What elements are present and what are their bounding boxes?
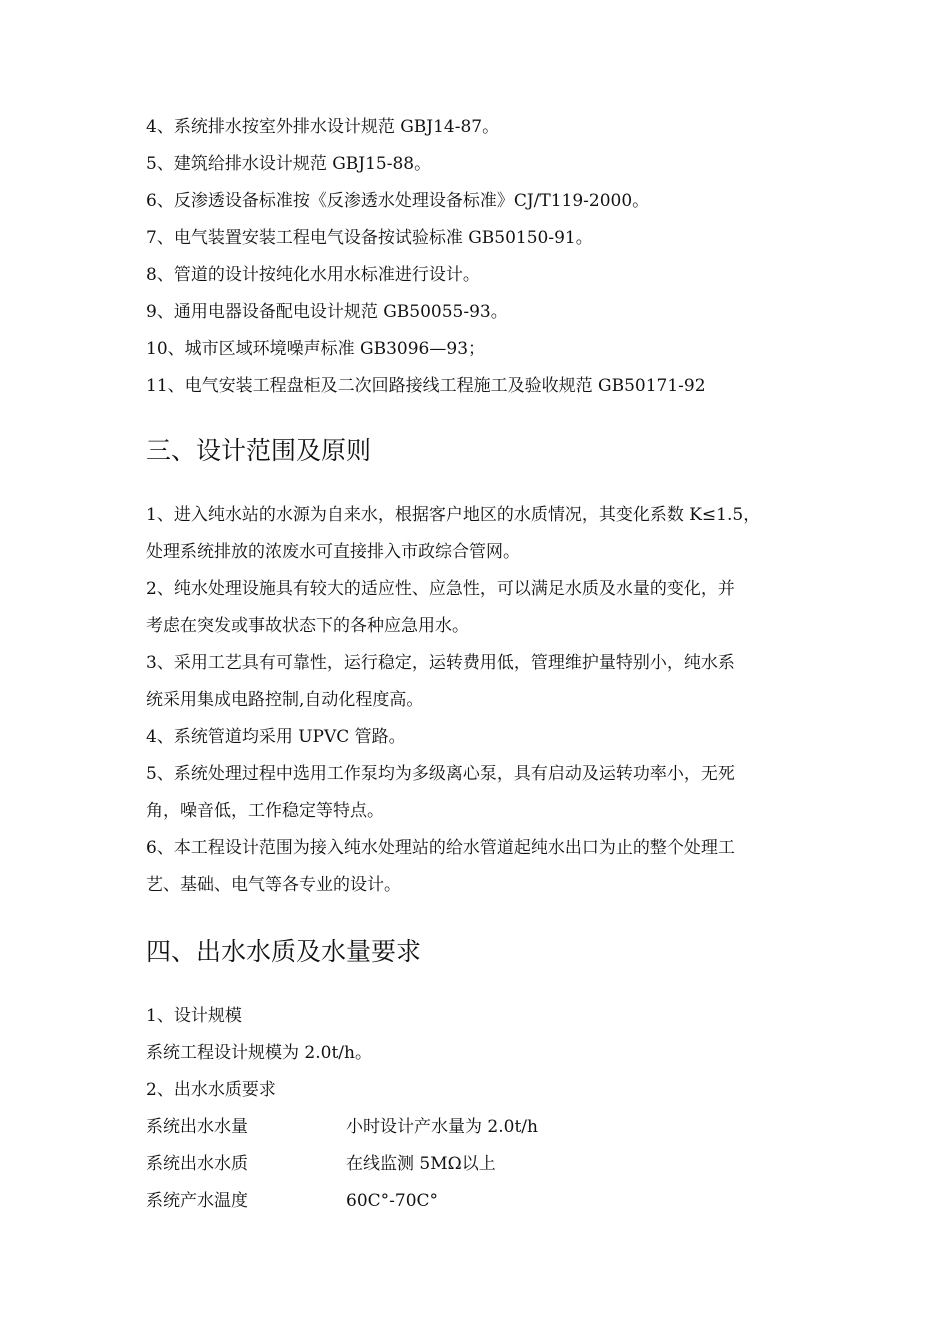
principle-paragraph-3: [146, 653, 816, 727]
paragraph-line: 3、采用工艺具有可靠性，运行稳定，运转费用低，管理维护量特别小，纯水系: [146, 653, 735, 673]
design-scale-label: 1、设计规模: [146, 1006, 242, 1026]
spec-value: 60C°-70C°: [346, 1191, 439, 1211]
paragraph-line: 4、系统管道均采用 UPVC 管路。: [146, 727, 406, 747]
standard-item-7: 7、电气装置安装工程电气设备按试验标准 GB50150-91。: [146, 228, 593, 248]
principle-paragraph-1: [146, 505, 816, 579]
paragraph-line: 考虑在突发或事故状态下的各种应急用水。: [146, 616, 469, 636]
section-heading-water-quality: 四、出水水质及水量要求: [146, 937, 422, 966]
standard-item-11: 11、电气安装工程盘柜及二次回路接线工程施工及验收规范 GB50171-92: [146, 376, 706, 396]
spec-value: 在线监测 5MΩ以上: [346, 1154, 496, 1174]
design-scale-text: 系统工程设计规模为 2.0t/h。: [146, 1043, 372, 1063]
paragraph-line: 5、系统处理过程中选用工作泵均为多级离心泵，具有启动及运转功率小，无死: [146, 764, 735, 784]
paragraph-line: 6、本工程设计范围为接入纯水处理站的给水管道起纯水出口为止的整个处理工: [146, 838, 735, 858]
spec-row-output-temperature: [146, 1191, 816, 1213]
paragraph-line: 角，噪音低，工作稳定等特点。: [146, 801, 384, 821]
paragraph-line: 1、进入纯水站的水源为自来水，根据客户地区的水质情况，其变化系数 K≤1.5，: [146, 505, 761, 525]
principle-paragraph-6: [146, 838, 816, 912]
standard-item-9: 9、通用电器设备配电设计规范 GB50055-93。: [146, 302, 508, 322]
standard-item-4: 4、系统排水按室外排水设计规范 GBJ14-87。: [146, 117, 500, 137]
section-heading-design-scope: 三、设计范围及原则: [146, 436, 372, 465]
principle-paragraph-4: [146, 727, 816, 764]
standard-item-6: 6、反渗透设备标准按《反渗透水处理设备标准》CJ/T119-2000。: [146, 191, 650, 211]
spec-value: 小时设计产水量为 2.0t/h: [346, 1117, 538, 1137]
paragraph-line: 统采用集成电路控制,自动化程度高。: [146, 690, 424, 710]
standard-item-5: 5、建筑给排水设计规范 GBJ15-88。: [146, 154, 432, 174]
paragraph-line: 艺、基础、电气等各专业的设计。: [146, 875, 401, 895]
standard-item-8: 8、管道的设计按纯化水用水标准进行设计。: [146, 265, 480, 285]
principle-paragraph-2: [146, 579, 816, 653]
spec-label: 系统出水水量: [146, 1117, 248, 1137]
spec-row-output-quality: [146, 1154, 816, 1176]
principle-paragraph-5: [146, 764, 816, 838]
spec-label: 系统产水温度: [146, 1191, 248, 1211]
spec-row-output-volume: [146, 1117, 816, 1139]
paragraph-line: 处理系统排放的浓废水可直接排入市政综合管网。: [146, 542, 520, 562]
paragraph-line: 2、纯水处理设施具有较大的适应性、应急性，可以满足水质及水量的变化，并: [146, 579, 735, 599]
water-quality-label: 2、出水水质要求: [146, 1080, 276, 1100]
spec-label: 系统出水水质: [146, 1154, 248, 1174]
standard-item-10: 10、城市区域环境噪声标准 GB3096—93；: [146, 339, 486, 359]
